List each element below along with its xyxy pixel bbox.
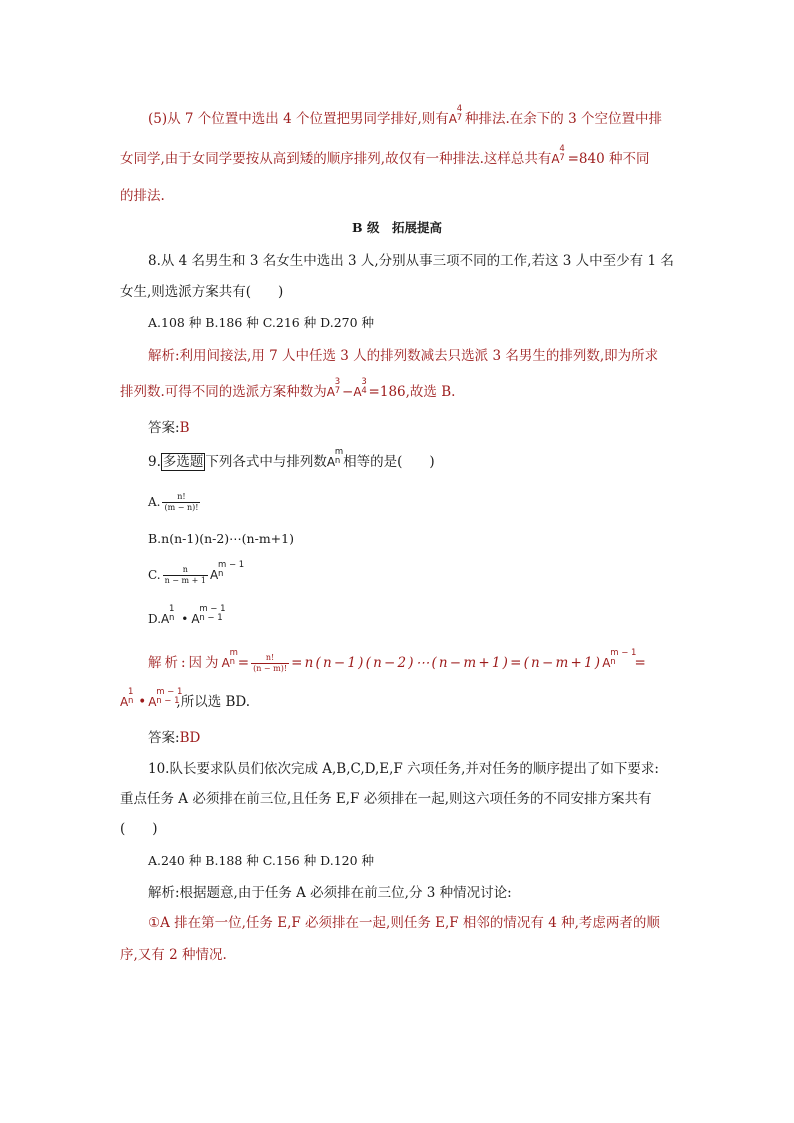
q9-text2: 相等的是( ) bbox=[343, 454, 435, 470]
q9-solution-line2 bbox=[120, 687, 251, 711]
dot-operator: • bbox=[181, 612, 189, 626]
question-number: 9. bbox=[148, 454, 161, 470]
q9-solution-line1 bbox=[148, 648, 646, 674]
para5-text-c: 女同学,由于女同学要按从高到矮的顺序排列,故仅有一种排法.这样总共有 bbox=[120, 151, 552, 167]
answer-label: 答案: bbox=[148, 420, 180, 436]
q8-answer bbox=[148, 419, 189, 437]
q9-option-a bbox=[148, 492, 202, 513]
para5-line3 bbox=[120, 187, 165, 205]
arrangement-symbol: A 4 7 bbox=[448, 104, 463, 126]
dot-operator: • bbox=[138, 694, 147, 710]
answer-value: B bbox=[179, 420, 190, 436]
q9-option-c bbox=[148, 560, 245, 586]
arrangement-symbol: A 1 n bbox=[161, 604, 175, 626]
arrangement-symbol: A m n bbox=[221, 648, 238, 670]
q9-stem bbox=[148, 447, 435, 471]
arrangement-symbol: A m − 1 n − 1 bbox=[148, 687, 183, 709]
fraction: $\frac{n!}{(m - n)!}$ bbox=[164, 492, 199, 512]
q10-options: A.240 种 B.188 种 C.156 种 D.120 种 bbox=[148, 853, 375, 868]
q9-solution-label: 解析:因为 bbox=[148, 655, 222, 671]
q9-text: 下列各式中与排列数 bbox=[205, 454, 327, 470]
equals-sign: = bbox=[634, 655, 646, 671]
arrangement-symbol: A 3 7 bbox=[326, 377, 341, 399]
q8-solution-line2 bbox=[120, 377, 456, 401]
q9-option-b: B.n(n-1)(n-2)⋯(n-m+1) bbox=[148, 531, 294, 546]
para5-line2 bbox=[120, 144, 650, 168]
q10-stem-line2: 重点任务 A 必须排在前三位,且任务 E,F 必须排在一起,则这六项任务的不同安排方案共有 bbox=[120, 791, 652, 807]
arrangement-symbol: A m n bbox=[326, 447, 344, 469]
arrangement-symbol: A m − 1 n − 1 bbox=[191, 604, 226, 626]
multi-choice-tag: 多选题 bbox=[162, 454, 204, 470]
q10-case1-line2: 序,又有 2 种情况. bbox=[120, 947, 227, 963]
arrangement-symbol: A m − 1 n bbox=[209, 560, 245, 582]
para5-text-e: 的排法. bbox=[120, 188, 165, 204]
arrangement-symbol: A 3 4 bbox=[353, 377, 367, 399]
answer-label: 答案: bbox=[148, 730, 180, 746]
q9-solution-expansion: =n(n−1)(n−2)⋯(n−m+1)=(n−m+1) bbox=[291, 655, 603, 671]
fraction: $\frac{n}{n - m + 1}$ bbox=[164, 565, 206, 585]
q8-stem-line1: 8.从 4 名男生和 3 名女生中选出 3 人,分别从事三项不同的工作,若这 3 人中至少有 1 名 bbox=[148, 253, 674, 269]
answer-value: BD bbox=[179, 730, 201, 746]
q8-stem-line2: 女生,则选派方案共有( ) bbox=[120, 284, 284, 300]
q10-solution-intro: 解析:根据题意,由于任务 A 必须排在前三位,分 3 种情况讨论: bbox=[148, 885, 512, 901]
minus-sign: − bbox=[342, 384, 354, 400]
option-label: A. bbox=[148, 495, 161, 509]
section-heading: B 级 拓展提高 bbox=[352, 220, 442, 235]
option-label: D. bbox=[148, 612, 162, 626]
q8-options: A.108 种 B.186 种 C.216 种 D.270 种 bbox=[148, 315, 375, 330]
q8-solution-text: 排列数.可得不同的选派方案种数为 bbox=[120, 384, 327, 400]
q9-option-d bbox=[148, 604, 226, 628]
q8-solution-line1: 解析:利用间接法,用 7 人中任选 3 人的排列数减去只选派 3 名男生的排列数,即为所求 bbox=[148, 348, 659, 364]
q10-stem-line3: ( ) bbox=[120, 821, 158, 837]
para5-text-d: =840 种不同 bbox=[567, 151, 650, 167]
equals-sign: = bbox=[237, 655, 250, 671]
option-label: C. bbox=[148, 568, 161, 582]
fraction: $\frac{n!}{(n - m)!}$ bbox=[253, 653, 288, 673]
q9-answer bbox=[148, 729, 200, 747]
q10-case1-line1: ①A 排在第一位,任务 E,F 必须排在一起,则任务 E,F 相邻的情况有 4 种,考虑两者的顺 bbox=[148, 915, 660, 931]
arrangement-symbol: A 1 n bbox=[120, 687, 134, 709]
arrangement-symbol: A 4 7 bbox=[551, 144, 565, 166]
q9-solution-conclusion: ,所以选 BD. bbox=[176, 694, 251, 710]
q10-stem-line1: 10.队长要求队员们依次完成 A,B,C,D,E,F 六项任务,并对任务的顺序提出了如下要求: bbox=[148, 761, 659, 777]
q8-solution-result: =186,故选 B. bbox=[368, 384, 456, 400]
arrangement-symbol: A m − 1 n bbox=[602, 648, 637, 670]
para5-text-a: (5)从 7 个位置中选出 4 个位置把男同学排好,则有 bbox=[148, 111, 449, 127]
para5-text-b: 种排法.在余下的 3 个空位置中排 bbox=[464, 111, 662, 127]
para5-line1 bbox=[148, 104, 662, 128]
